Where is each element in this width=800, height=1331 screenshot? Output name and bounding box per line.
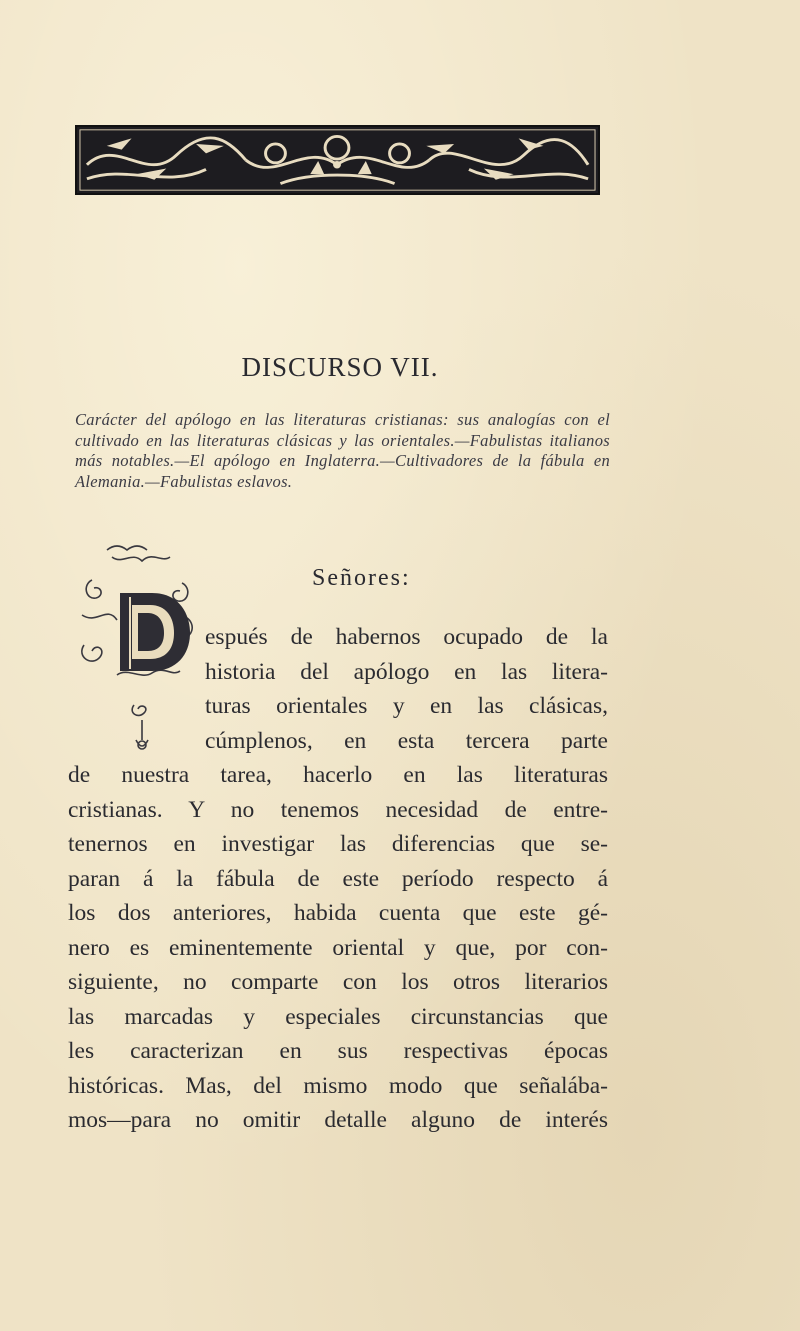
text-line: nero es eminentemente oriental y que, por con- <box>68 934 608 961</box>
text-line: cúmplenos, en esta tercera parte <box>205 727 608 754</box>
body-text <box>68 620 608 1138</box>
text-line: les caracterizan en sus respectivas épocas <box>68 1038 608 1064</box>
salutation: Señores: <box>312 565 411 591</box>
text-line: históricas. Mas, del mismo modo que señalába- <box>68 1072 608 1099</box>
text-line: tenernos en investigar las diferencias que se- <box>68 831 608 857</box>
text-line: paran á la fábula de este período respecto á <box>68 865 608 892</box>
floral-ornament-icon <box>77 127 598 193</box>
text-line: de nuestra tarea, hacerlo en las literaturas <box>68 762 608 788</box>
text-line: mos—para no omitir detalle alguno de interés <box>68 1107 608 1133</box>
text-line: historia del apólogo en las litera- <box>205 658 608 685</box>
ornamental-headpiece <box>75 125 600 195</box>
chapter-title: DISCURSO VII. <box>241 352 439 382</box>
text-line: turas orientales y en las clásicas, <box>205 693 608 719</box>
text-line: las marcadas y especiales circunstancias que <box>68 1003 608 1030</box>
text-line: cristianas. Y no tenemos necesidad de entre- <box>68 796 608 823</box>
text-line: espués de habernos ocupado de la <box>205 624 608 650</box>
text-line: los dos anteriores, habida cuenta que este gé- <box>68 900 608 926</box>
text-line: siguiente, no comparte con los otros literarios <box>68 969 608 995</box>
chapter-summary: Carácter del apólogo en las literaturas cristianas: sus analogías con el cultivado en las literaturas clásicas y las orientales.—Fabulistas italianos más notables.—El apólogo en Inglaterra.—Cultivadores de la fábula en Alemania.—Fabulistas eslavos. <box>75 410 610 491</box>
